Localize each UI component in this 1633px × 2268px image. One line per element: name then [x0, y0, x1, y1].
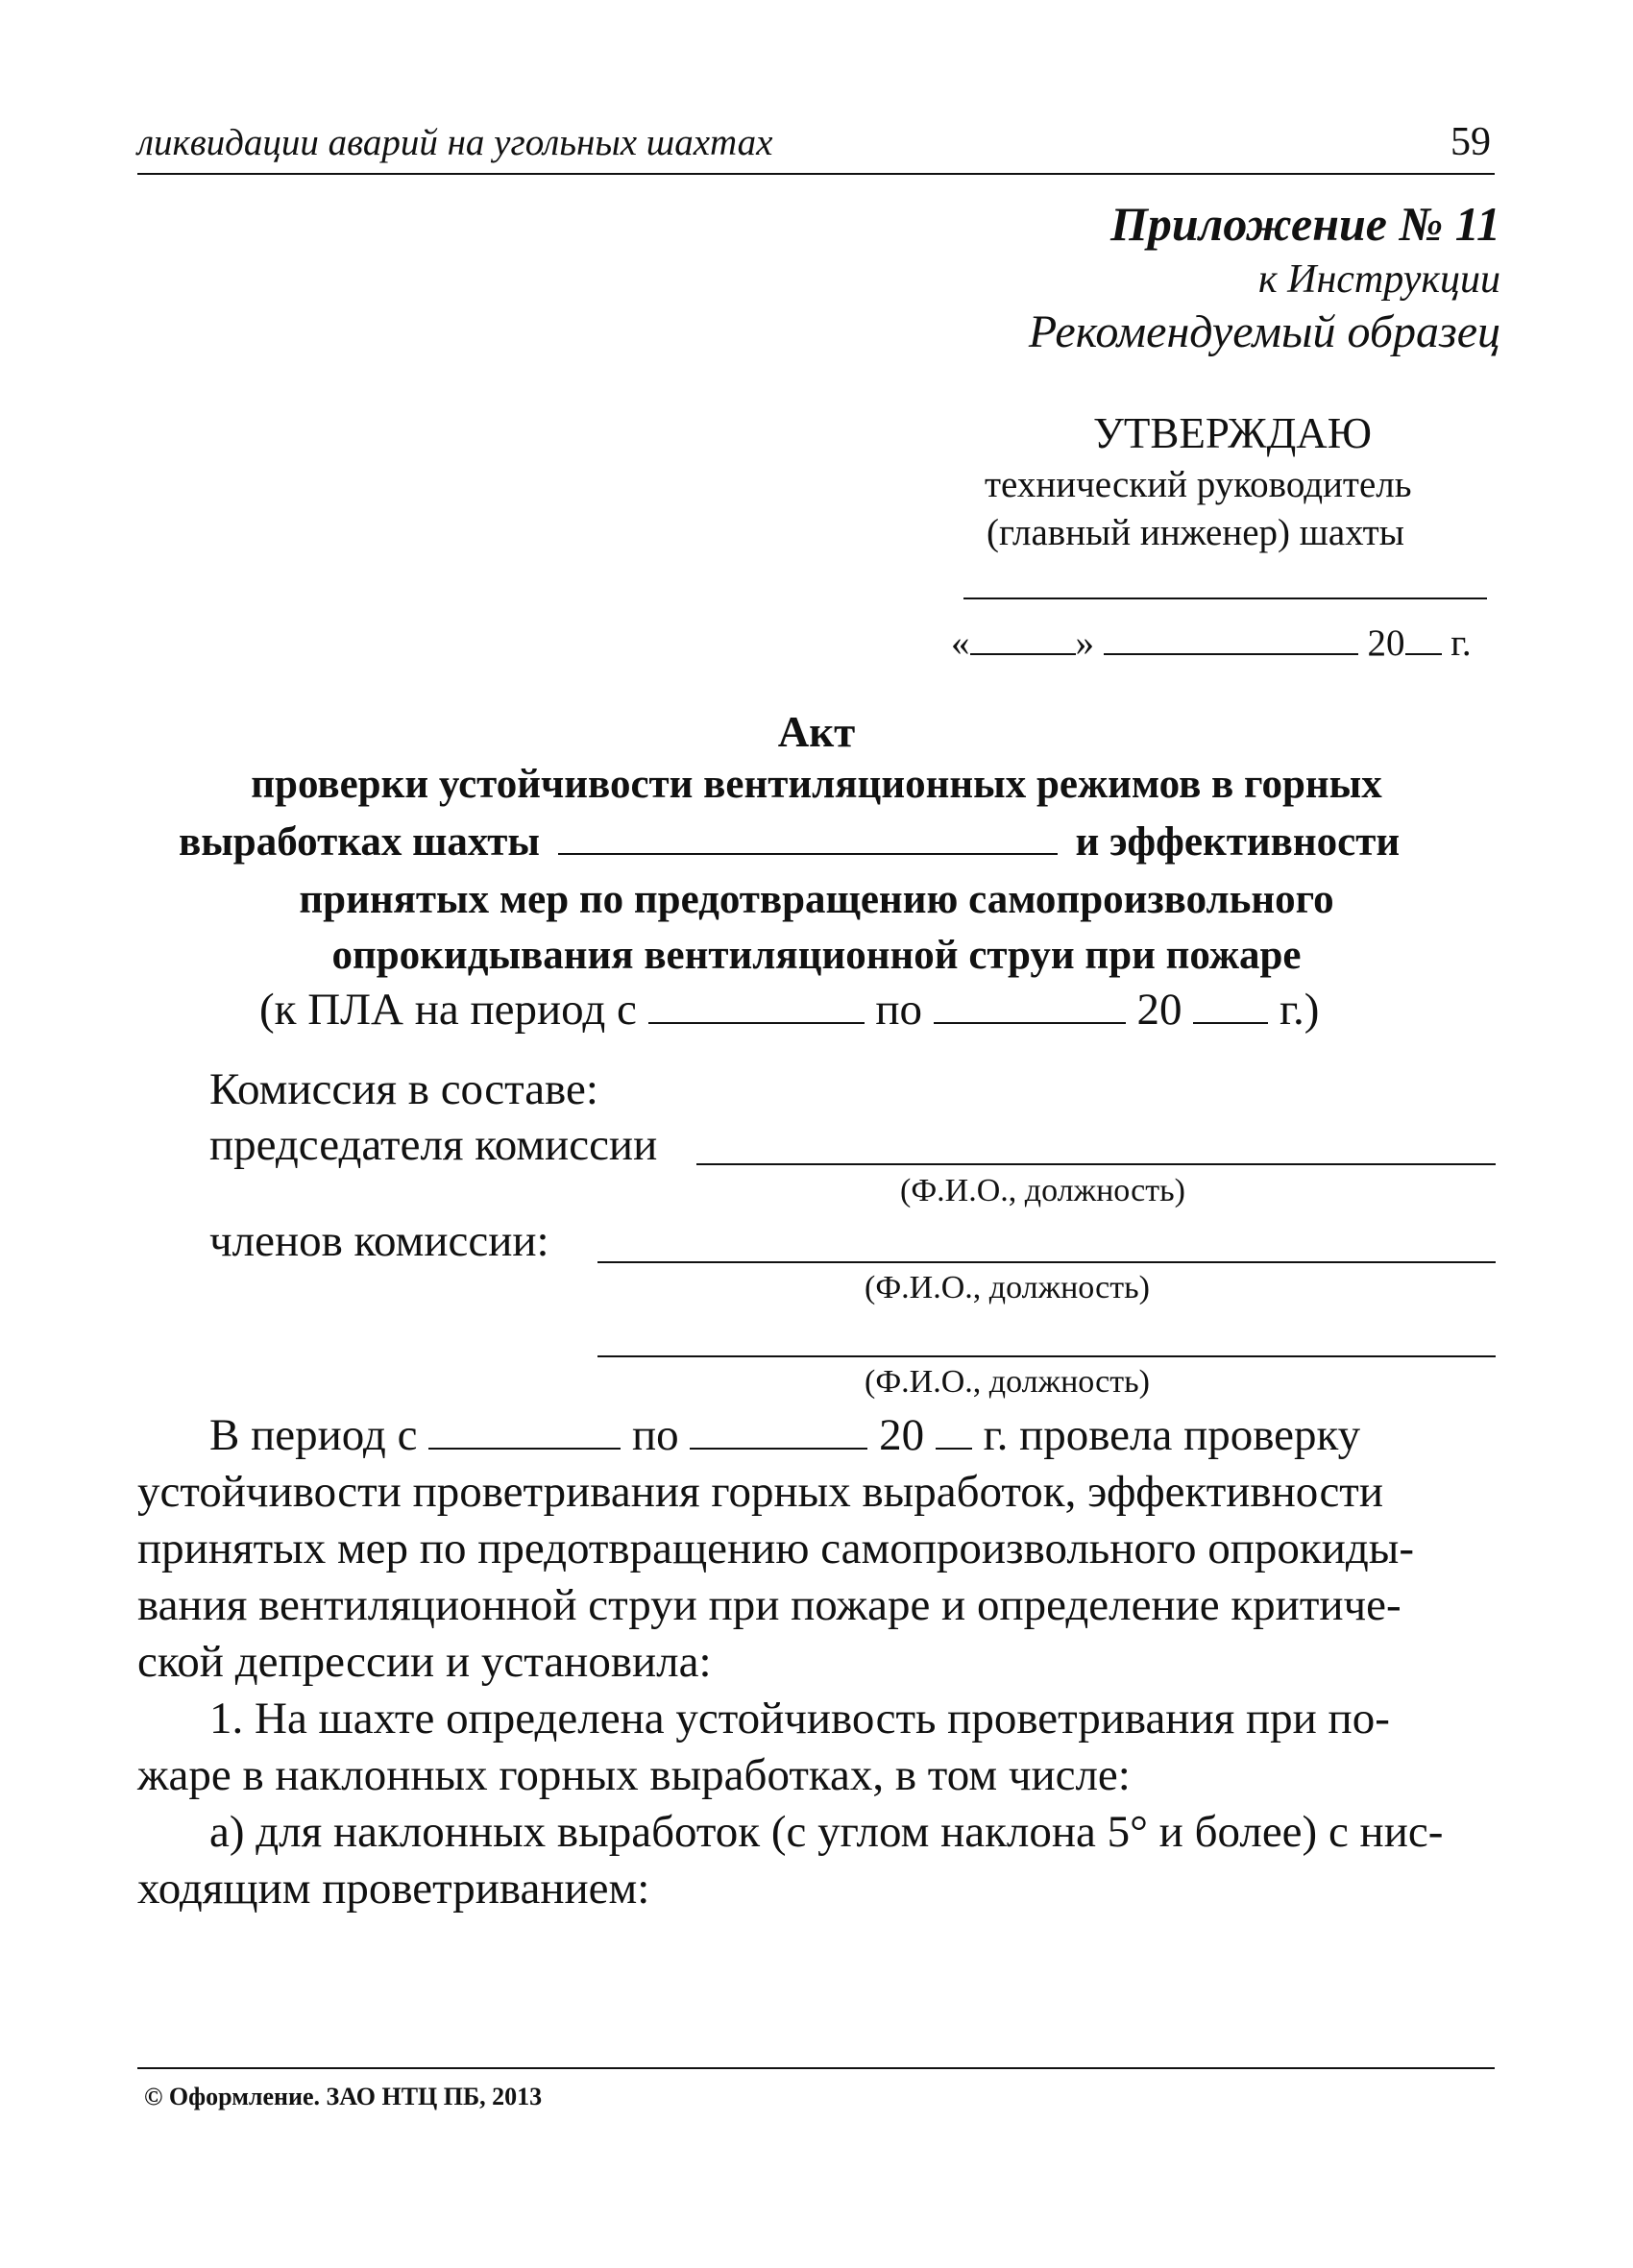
act-title-line3: принятых мер по предотвращению самопроизвольного — [299, 877, 1334, 922]
commission-member1-caption: (Ф.И.О., должность) — [865, 1270, 1150, 1305]
approval-position-line2: (главный инженер) шахты — [987, 512, 1404, 553]
approval-position-line1: технический руководитель — [985, 464, 1412, 505]
commission-chair-label: председателя комиссии — [209, 1120, 658, 1170]
act-period-from-label: (к ПЛА на период с — [259, 985, 637, 1035]
act-period-to-label: по — [875, 985, 923, 1035]
commission-chair-line[interactable] — [696, 1163, 1496, 1165]
page-number: 59 — [1450, 120, 1491, 164]
footer-rule — [137, 2067, 1495, 2069]
date-day-blank[interactable] — [970, 652, 1076, 655]
item1-line: жаре в наклонных горных выработках, в том числе: — [137, 1750, 1131, 1800]
body-period-from-label: В период с — [209, 1410, 418, 1460]
date-year-prefix: 20 — [1367, 622, 1405, 664]
body-paragraph-line: ской депрессии и установила: — [137, 1637, 712, 1687]
act-mine-label: выработках шахты — [179, 819, 540, 865]
date-month-blank[interactable] — [1104, 652, 1358, 655]
item-a-line: а) для наклонных выработок (с углом наклона 5° и более) с нис- — [209, 1807, 1444, 1857]
act-title-line2 — [179, 818, 1400, 866]
approval-date-line — [951, 622, 1472, 665]
act-period-year-blank[interactable] — [1193, 1021, 1268, 1024]
body-period-rest: г. провела проверку — [983, 1410, 1361, 1460]
date-quote-open: « — [951, 622, 970, 664]
act-period-year-prefix: 20 — [1136, 985, 1182, 1035]
body-paragraph-line: вания вентиляционной струи при пожаре и определение критиче- — [137, 1580, 1401, 1630]
body-period-to-blank[interactable] — [690, 1447, 867, 1450]
commission-member2-caption: (Ф.И.О., должность) — [865, 1364, 1150, 1400]
commission-member1-line[interactable] — [597, 1261, 1496, 1263]
header-rule — [137, 173, 1495, 175]
body-period-from-blank[interactable] — [428, 1447, 621, 1450]
act-title-line4: опрокидывания вентиляционной струи при пожаре — [331, 933, 1302, 978]
act-period-year-suffix: г.) — [1280, 985, 1320, 1035]
body-paragraph-line: устойчивости проветривания горных выработок, эффективности — [137, 1467, 1383, 1517]
act-period-line — [259, 984, 1319, 1036]
date-year-blank[interactable] — [1405, 652, 1442, 655]
act-efficiency-label: и эффективности — [1075, 819, 1401, 865]
body-paragraph-line: принятых мер по предотвращению самопроизвольного опрокиды- — [137, 1524, 1415, 1573]
approval-heading: УТВЕРЖДАЮ — [1093, 409, 1373, 457]
act-period-to-blank[interactable] — [934, 1021, 1126, 1024]
commission-member2-line[interactable] — [597, 1355, 1496, 1357]
act-period-from-blank[interactable] — [648, 1021, 865, 1024]
body-period-year-prefix: 20 — [879, 1410, 925, 1460]
item1-line: 1. На шахте определена устойчивость проветривания при по- — [209, 1694, 1390, 1744]
date-quote-close: » — [1075, 622, 1094, 664]
footer-copyright: © Оформление. ЗАО НТЦ ПБ, 2013 — [144, 2083, 543, 2110]
appendix-title: Приложение № 11 — [1109, 197, 1500, 251]
appendix-sample-label: Рекомендуемый образец — [1028, 306, 1500, 357]
running-title: ликвидации аварий на угольных шахтах — [137, 122, 773, 163]
appendix-subtitle: к Инструкции — [1257, 257, 1500, 302]
act-title: Акт — [777, 708, 856, 756]
body-period-line — [209, 1409, 1360, 1461]
commission-chair-caption: (Ф.И.О., должность) — [900, 1173, 1185, 1208]
item-a-line: ходящим проветриванием: — [137, 1864, 650, 1914]
body-period-year-blank[interactable] — [936, 1447, 972, 1450]
act-title-line1: проверки устойчивости вентиляционных режимов в горных — [251, 762, 1382, 807]
mine-name-blank[interactable] — [558, 852, 1058, 855]
date-year-suffix: г. — [1450, 622, 1472, 664]
body-period-to-label: по — [631, 1410, 679, 1460]
approval-signature-line[interactable] — [963, 597, 1487, 599]
commission-members-label: членов комиссии: — [209, 1216, 549, 1266]
commission-heading: Комиссия в составе: — [209, 1064, 598, 1114]
